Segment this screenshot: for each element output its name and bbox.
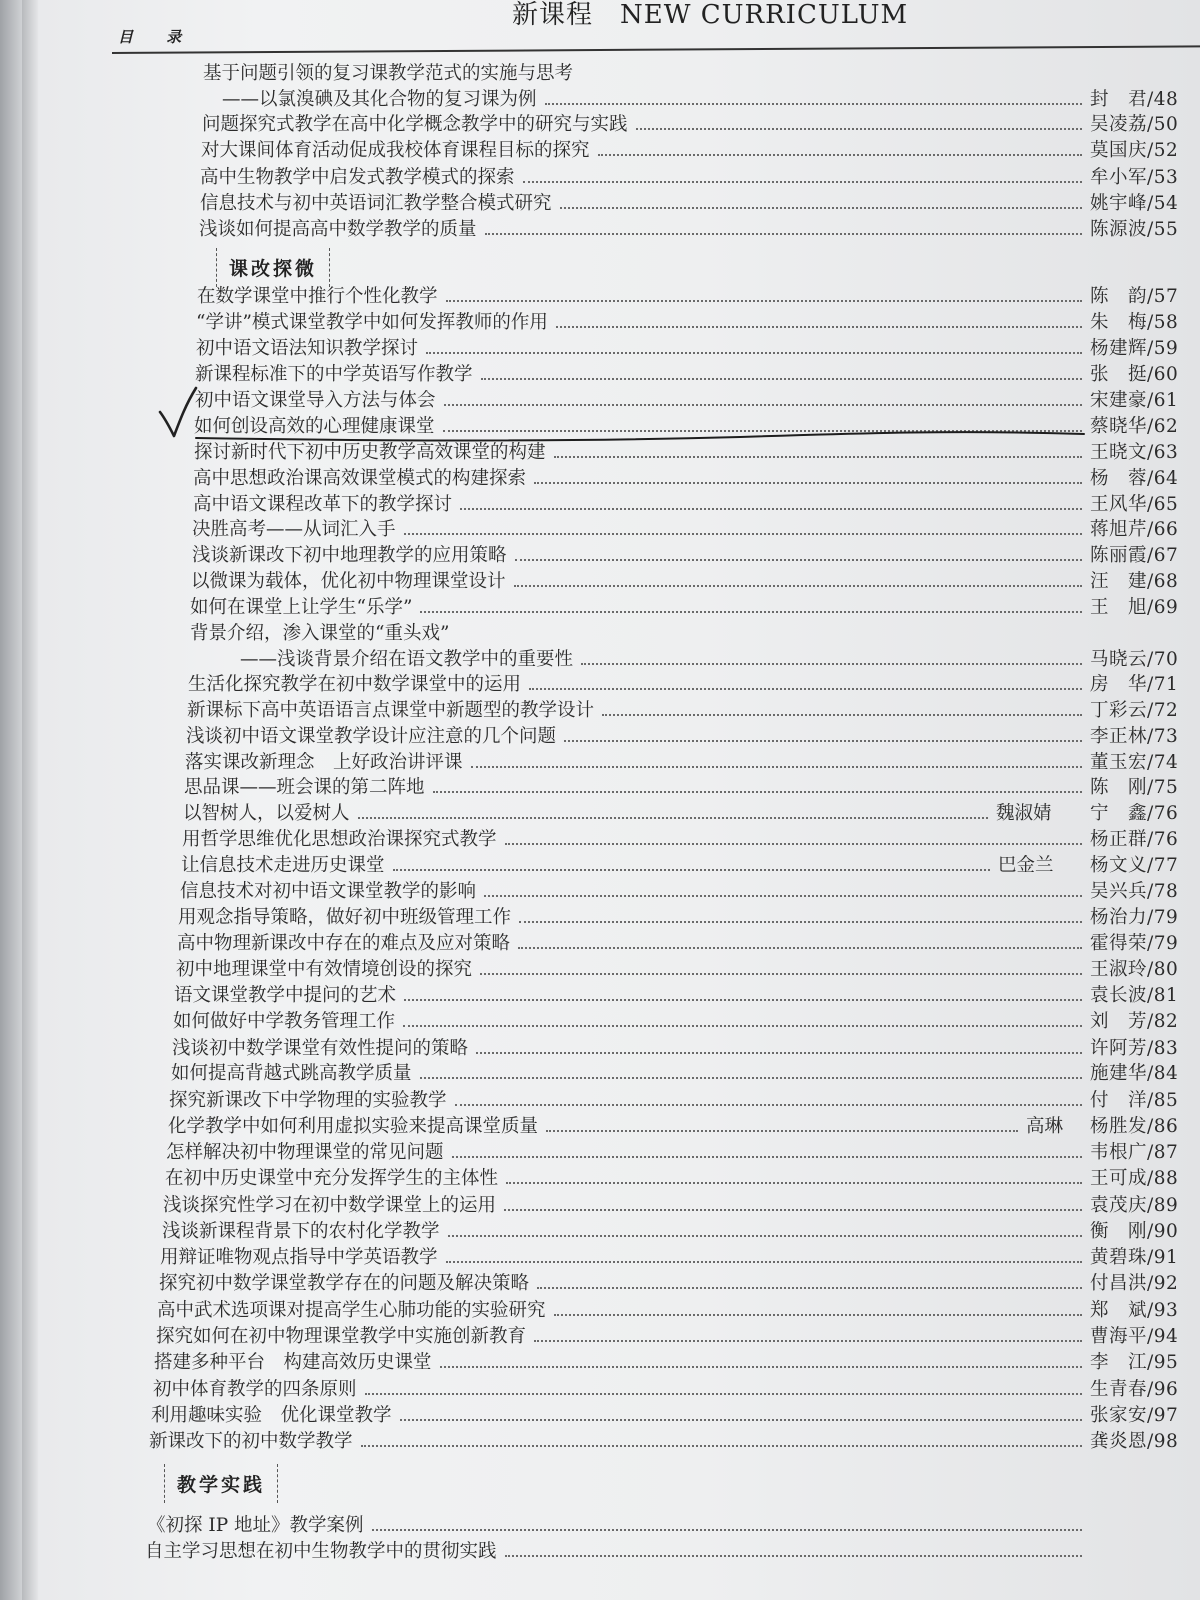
- toc-entry-title: 浅谈探究性学习在初中数学课堂上的运用: [163, 1195, 497, 1216]
- toc-entry-title: 如何创设高效的心理健康课堂: [194, 416, 435, 437]
- toc-entry-coauthor: 魏淑婧: [996, 803, 1052, 824]
- toc-entry-author-page: 蔡晓华/62: [1090, 416, 1179, 437]
- toc-entry-title: 如何做好中学教务管理工作: [173, 1011, 396, 1032]
- toc-entry-title: 新课程标准下的中学英语写作教学: [195, 364, 473, 385]
- toc-entry-author-page: 王淑玲/80: [1090, 959, 1179, 980]
- toc-entry-title: “学讲”模式课堂教学中如何发挥教师的作用: [196, 312, 548, 333]
- toc-entry-author-page: 马晓云/70: [1090, 649, 1179, 670]
- toc-entry-title: 信息技术对初中语文课堂教学的影响: [180, 881, 477, 902]
- toc-entry-author-page: 陈源波/55: [1090, 219, 1179, 240]
- toc-entry-author-page: 牟小军/53: [1090, 167, 1179, 188]
- toc-entry-author-page: 许阿芳/83: [1090, 1038, 1179, 1059]
- toc-entry-author-page: 施建华/84: [1090, 1063, 1179, 1084]
- toc-entry-title: 初中语文语法知识教学探讨: [196, 338, 419, 359]
- toc-entry-title: 初中语文课堂导入方法与体会: [195, 390, 436, 411]
- toc-entry-title: 探究新课改下中学物理的实验教学: [169, 1090, 447, 1111]
- toc-entry-author-page: 张 挺/60: [1090, 364, 1179, 385]
- checkmark-pen-mark: [160, 388, 196, 436]
- toc-entry-author-page: 王风华/65: [1090, 494, 1179, 515]
- toc-entry-title: 基于问题引领的复习课教学范式的实施与思考: [203, 63, 574, 84]
- toc-entry-title: 背景介绍，渗入课堂的“重头戏”: [190, 623, 450, 644]
- toc-entry-title: 以微课为载体，优化初中物理课堂设计: [191, 571, 506, 592]
- toc-entry-author-page: 黄碧珠/91: [1090, 1247, 1179, 1268]
- toc-entry-title: 怎样解决初中物理课堂的常见问题: [166, 1142, 444, 1163]
- toc-entry-author-page: 蒋旭芹/66: [1090, 519, 1179, 540]
- toc-entry-title: 探究初中数学课堂教学存在的问题及解决策略: [159, 1273, 530, 1294]
- toc-entry-title: ——以氯溴碘及其化合物的复习课为例: [222, 89, 537, 110]
- toc-entry-title: 利用趣味实验 优化课堂教学: [151, 1405, 392, 1426]
- toc-entry-title: 用辩证唯物观点指导中学英语教学: [160, 1247, 438, 1268]
- toc-entry-title: 思品课——班会课的第二阵地: [184, 777, 425, 798]
- toc-entry-title: 浅谈新课改下初中地理教学的应用策略: [192, 545, 507, 566]
- toc-entry-author-page: 李 江/95: [1090, 1352, 1179, 1373]
- toc-entry-author-page: 杨治力/79: [1090, 907, 1179, 928]
- toc-entry-title: 《初探 IP 地址》教学案例: [147, 1515, 364, 1536]
- toc-entry-title: 初中体育教学的四条原则: [153, 1379, 357, 1400]
- journal-header-title: 新课程 NEW CURRICULUM: [512, 0, 909, 30]
- toc-entry-title: 探究如何在初中物理课堂教学中实施创新教育: [156, 1326, 527, 1347]
- toc-entry-author-page: 丁彩云/72: [1090, 700, 1179, 721]
- toc-entry-title: 生活化探究教学在初中数学课堂中的运用: [188, 674, 522, 695]
- toc-entry-author-page: 莫国庆/52: [1090, 140, 1179, 161]
- section-heading-reform: 课改探微: [216, 248, 330, 287]
- toc-entry-author-page: 袁长波/81: [1090, 985, 1179, 1006]
- toc-entry-title: 让信息技术走进历史课堂: [181, 855, 385, 876]
- toc-entry-author-page: 杨胜发/86: [1090, 1116, 1179, 1137]
- toc-entry-author-page: 朱 梅/58: [1090, 312, 1179, 333]
- toc-entry-title: 对大课间体育活动促成我校体育课程目标的探究: [201, 140, 590, 161]
- toc-entry-title: 浅谈如何提高高中数学教学的质量: [199, 219, 477, 240]
- toc-entry-title: 自主学习思想在初中生物教学中的贯彻实践: [145, 1541, 497, 1562]
- toc-entry-author-page: 杨文义/77: [1090, 855, 1179, 876]
- toc-entry-author-page: 郑 斌/93: [1090, 1300, 1179, 1321]
- toc-entry-title: 落实课改新理念 上好政治讲评课: [185, 752, 463, 773]
- toc-entry-author-page: 董玉宏/74: [1090, 752, 1179, 773]
- toc-entry-author-page: 衡 刚/90: [1090, 1221, 1179, 1242]
- toc-entry-title: 探讨新时代下初中历史教学高效课堂的构建: [194, 442, 546, 463]
- toc-entry-coauthor: 巴金兰: [998, 855, 1054, 876]
- toc-entry-title: 浅谈新课程背景下的农村化学教学: [162, 1221, 440, 1242]
- toc-entry-author-page: 杨 蓉/64: [1090, 468, 1179, 489]
- toc-entry-coauthor: 高琳: [1026, 1116, 1064, 1137]
- toc-entry-title: 在初中历史课堂中充分发挥学生的主体性: [165, 1168, 499, 1189]
- toc-entry-title: 如何提高背越式跳高教学质量: [171, 1063, 412, 1084]
- toc-entry-title: 高中物理新课改中存在的难点及应对策略: [177, 933, 511, 954]
- toc-entry-title: 新课标下高中英语语言点课堂中新题型的教学设计: [187, 700, 595, 721]
- toc-entry-title: 如何在课堂上让学生“乐学”: [190, 597, 413, 618]
- toc-entry-author-page: 霍得荣/79: [1090, 933, 1179, 954]
- toc-entry-title: 问题探究式教学在高中化学概念教学中的研究与实践: [202, 114, 628, 135]
- toc-entry-author-page: 曹海平/94: [1090, 1326, 1179, 1347]
- toc-entry-title: 用哲学思维优化思想政治课探究式教学: [182, 829, 497, 850]
- toc-entry-title: 高中思想政治课高效课堂模式的构建探索: [193, 468, 527, 489]
- toc-entry-author-page: 陈 刚/75: [1090, 777, 1179, 798]
- toc-entry-title: 化学教学中如何利用虚拟实验来提高课堂质量: [168, 1116, 539, 1137]
- toc-label: 目 录: [118, 28, 196, 46]
- toc-entry-title: 浅谈初中语文课堂教学设计应注意的几个问题: [186, 726, 557, 747]
- toc-entry-author-page: 付昌洪/92: [1090, 1273, 1179, 1294]
- toc-entry-author-page: 陈丽霞/67: [1090, 545, 1179, 566]
- toc-entry-author-page: 陈 韵/57: [1090, 286, 1179, 307]
- toc-entry-title: 决胜高考——从词汇入手: [192, 519, 396, 540]
- toc-entry-author-page: 韦根广/87: [1090, 1142, 1179, 1163]
- toc-entry-author-page: 杨正群/76: [1090, 829, 1179, 850]
- toc-entry-title: 以智树人，以爱树人: [183, 803, 350, 824]
- toc-entry-title: 高中武术选项课对提高学生心肺功能的实验研究: [157, 1300, 546, 1321]
- toc-entry-author-page: 龚炎恩/98: [1090, 1431, 1179, 1452]
- toc-entry-title: 用观念指导策略，做好初中班级管理工作: [178, 907, 512, 928]
- toc-entry-author-page: 王晓文/63: [1090, 442, 1179, 463]
- toc-entry-author-page: 李正林/73: [1090, 726, 1179, 747]
- toc-entry-title: 高中语文课程改革下的教学探讨: [193, 494, 453, 515]
- toc-entry-author-page: 吴凌荔/50: [1090, 114, 1179, 135]
- toc-entry-author-page: 付 洋/85: [1090, 1090, 1179, 1111]
- toc-entry-author-page: 宁 鑫/76: [1090, 803, 1179, 824]
- toc-entry-author-page: 王可成/88: [1090, 1168, 1179, 1189]
- toc-entry-author-page: 王 旭/69: [1090, 597, 1179, 618]
- toc-entry-title: 语文课堂教学中提问的艺术: [174, 985, 397, 1006]
- toc-entry-title: 新课改下的初中数学教学: [149, 1431, 353, 1452]
- toc-entry-author-page: 杨建辉/59: [1090, 338, 1179, 359]
- toc-entry-author-page: 袁茂庆/89: [1090, 1195, 1179, 1216]
- toc-entry-author-page: 吴兴兵/78: [1090, 881, 1179, 902]
- underline-pen-mark: [196, 432, 1084, 440]
- toc-entry-author-page: 姚宇峰/54: [1090, 193, 1179, 214]
- toc-entry-author-page: 房 华/71: [1090, 674, 1179, 695]
- toc-entry-title: ——浅谈背景介绍在语文教学中的重要性: [240, 649, 574, 670]
- toc-entry-author-page: 张家安/97: [1090, 1405, 1179, 1426]
- toc-entry-title: 在数学课堂中推行个性化教学: [197, 286, 438, 307]
- toc-entry-title: 信息技术与初中英语词汇教学整合模式研究: [200, 193, 552, 214]
- toc-entry-author-page: 汪 建/68: [1090, 571, 1179, 592]
- toc-entry-title: 初中地理课堂中有效情境创设的探究: [176, 959, 473, 980]
- toc-entry-title: 高中生物教学中启发式教学模式的探索: [200, 167, 515, 188]
- toc-entry-title: 搭建多种平台 构建高效历史课堂: [154, 1352, 432, 1373]
- toc-entry-author-page: 刘 芳/82: [1090, 1011, 1179, 1032]
- toc-entry-author-page: 宋建豪/61: [1090, 390, 1179, 411]
- section-heading-practice: 教学实践: [164, 1464, 278, 1503]
- toc-entry-author-page: 生青春/96: [1090, 1379, 1179, 1400]
- toc-entry-author-page: 封 君/48: [1090, 89, 1179, 110]
- toc-entry-title: 浅谈初中数学课堂有效性提问的策略: [172, 1038, 469, 1059]
